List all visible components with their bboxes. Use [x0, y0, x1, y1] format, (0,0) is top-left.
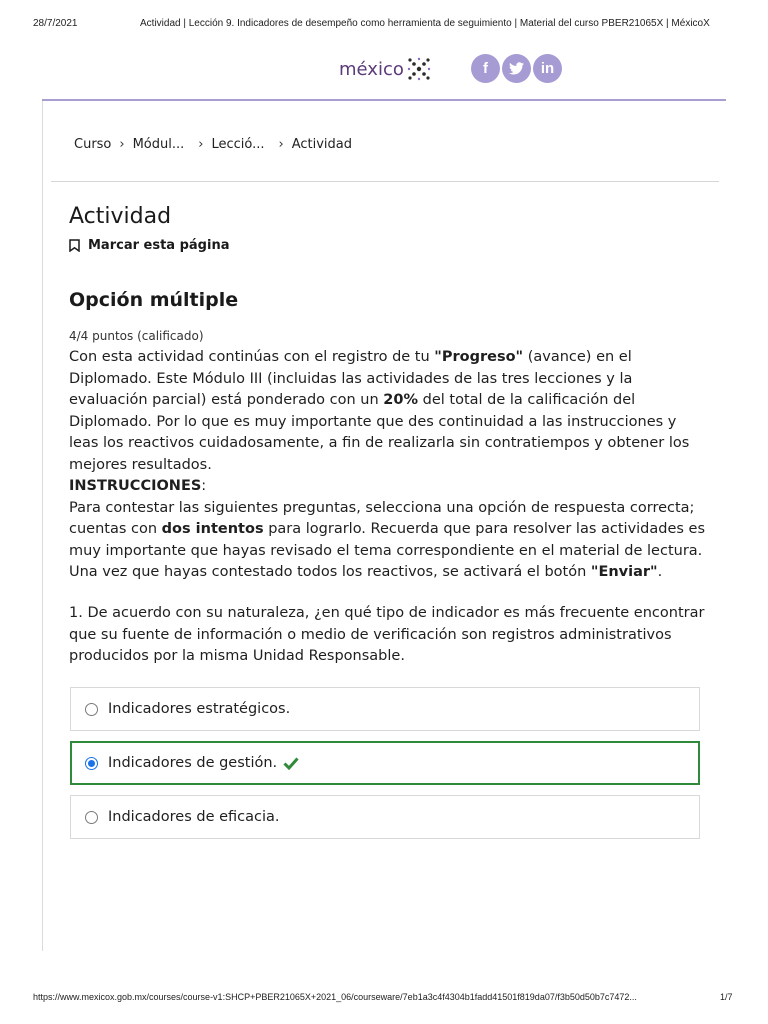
- breadcrumb-current: Actividad: [291, 137, 353, 152]
- print-date: 28/7/2021: [33, 18, 78, 29]
- bookmark-label: Marcar esta página: [88, 238, 230, 253]
- chevron-right-icon: ›: [119, 137, 125, 152]
- print-page-number: 1/7: [720, 992, 733, 1002]
- answer-option[interactable]: [70, 687, 700, 731]
- logo-text: méxico: [339, 58, 404, 80]
- instructions-paragraph: INSTRUCCIONES: Para contestar las siguientes preguntas, selecciona una opción de respuesta correcta; cuentas con dos intentos para lograrlo. Recuerda que para resolver las actividades es muy importante que hayas revisado el tema correspondiente en el material de lectura. Una vez que hayas contestado todos los reactivos, se activará el botón "Enviar".: [69, 478, 706, 580]
- radio-button[interactable]: [85, 811, 98, 824]
- breadcrumb-course[interactable]: Curso: [74, 137, 112, 152]
- answer-option-label: Indicadores estratégicos.: [108, 701, 291, 717]
- question-text: 1. De acuerdo con su naturaleza, ¿en qué tipo de indicador es más frecuente encontrar que su fuente de información o medio de verificación son registros administrativos producidos por la misma Unidad Responsable.: [69, 605, 705, 664]
- content-left-border: [42, 101, 43, 951]
- header-divider: [42, 99, 726, 101]
- breadcrumb-module[interactable]: Módul...: [132, 137, 185, 152]
- problem-points: 4/4 puntos (calificado): [69, 329, 204, 343]
- x-star-icon: [406, 56, 432, 82]
- answer-option[interactable]: [70, 795, 700, 839]
- answer-option-correct[interactable]: [70, 741, 700, 785]
- facebook-icon[interactable]: f: [471, 54, 500, 83]
- page-title: Actividad: [69, 204, 172, 229]
- twitter-icon[interactable]: [502, 54, 531, 83]
- breadcrumb-lesson[interactable]: Lecció...: [211, 137, 265, 152]
- checkmark-icon: [283, 757, 299, 770]
- answer-option-label: Indicadores de gestión.: [108, 755, 278, 771]
- print-document-title: Actividad | Lección 9. Indicadores de desempeño como herramienta de seguimiento | Material del curso PBER21065X | MéxicoX: [140, 18, 710, 29]
- bookmark-icon: [69, 239, 80, 252]
- social-links: [471, 54, 562, 83]
- problem-title: Opción múltiple: [69, 289, 239, 311]
- bookmark-button[interactable]: [69, 238, 229, 253]
- breadcrumb-divider: [51, 181, 719, 182]
- chevron-right-icon: ›: [198, 137, 204, 152]
- radio-button-selected[interactable]: [85, 757, 98, 770]
- mexicox-logo[interactable]: [339, 56, 432, 82]
- intro-paragraph: Con esta actividad continúas con el registro de tu "Progreso" (avance) en el Diplomado. Este Módulo III (incluidas las actividades de las tres lecciones y la evaluación parcial) está ponderado con un 20% del total de la calificación del Diplomado. Por lo que es muy importante que des continuidad a las instrucciones y leas los reactivos cuidadosamente, a fin de realizarla sin contratiempos y obtener los mejores resultados.: [69, 349, 690, 473]
- radio-button[interactable]: [85, 703, 98, 716]
- instructions-heading: INSTRUCCIONES: [69, 478, 202, 494]
- breadcrumb: [74, 137, 352, 152]
- linkedin-icon[interactable]: in: [533, 54, 562, 83]
- print-url: https://www.mexicox.gob.mx/courses/course-v1:SHCP+PBER21065X+2021_06/courseware/7eb1a3c4f4304b1fadd41501f819da07/f3b50d50b7c7472...: [33, 992, 637, 1002]
- chevron-right-icon: ›: [278, 137, 284, 152]
- answer-option-label: Indicadores de eficacia.: [108, 809, 280, 825]
